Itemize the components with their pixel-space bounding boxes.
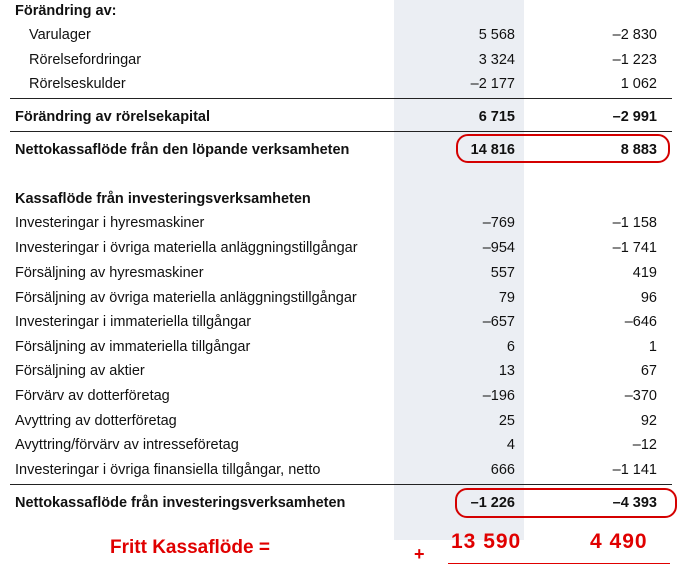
value-col1: 14 816	[470, 142, 515, 158]
table-row	[0, 24, 681, 48]
value-col1: –196	[482, 388, 515, 404]
row-label: Investeringar i övriga finansiella tillgångar, netto	[15, 462, 321, 478]
free-cashflow-value-1: 13 590	[451, 530, 522, 553]
value-col1: –657	[482, 314, 515, 330]
table-row	[0, 311, 681, 335]
highlight-oval	[455, 488, 677, 518]
value-col2: 96	[640, 290, 657, 306]
value-col2: –4 393	[612, 495, 657, 511]
row-label: Förvärv av dotterföretag	[15, 388, 170, 404]
divider	[10, 484, 672, 485]
row-label: Försäljning av immateriella tillgångar	[15, 339, 251, 355]
row-label: Försäljning av aktier	[15, 363, 145, 379]
value-col2: –646	[624, 314, 657, 330]
value-col2: –1 741	[612, 240, 657, 256]
table-row	[0, 237, 681, 261]
value-col1: –769	[482, 215, 515, 231]
divider	[10, 131, 672, 132]
value-col2: –12	[632, 437, 657, 453]
value-col2: 419	[632, 265, 657, 281]
row-label: Försäljning av hyresmaskiner	[15, 265, 204, 281]
table-row	[0, 212, 681, 236]
row-label: Nettokassaflöde från den löpande verksamheten	[15, 142, 350, 158]
free-cashflow-value-2: 4 490	[590, 530, 648, 553]
row-label: Avyttring av dotterföretag	[15, 413, 177, 429]
row-label: Investeringar i övriga materiella anläggningstillgångar	[15, 240, 358, 256]
value-col2: 67	[640, 363, 657, 379]
value-col2: –370	[624, 388, 657, 404]
table-row	[0, 360, 681, 384]
row-label: Avyttring/förvärv av intresseföretag	[15, 437, 239, 453]
row-label: Förändring av rörelsekapital	[15, 109, 211, 125]
value-col1: 6	[506, 339, 515, 355]
table-row	[0, 73, 681, 97]
table-row	[0, 434, 681, 458]
table-row	[0, 336, 681, 360]
value-col2: 1	[648, 339, 657, 355]
section1-heading: Förändring av:	[15, 3, 117, 19]
table-row	[0, 410, 681, 434]
value-col1: –1 226	[470, 495, 515, 511]
total-row	[0, 106, 681, 130]
divider	[10, 98, 672, 99]
section1-heading-row	[0, 0, 681, 24]
row-label: Nettokassaflöde från investeringsverksamheten	[15, 495, 346, 511]
value-col1: 6 715	[478, 109, 515, 125]
value-col2: –2 991	[612, 109, 657, 125]
row-label: Varulager	[29, 27, 91, 43]
value-col2: –1 158	[612, 215, 657, 231]
highlight-oval	[456, 134, 670, 163]
table-row	[0, 459, 681, 483]
value-col1: 666	[490, 462, 515, 478]
value-col2: –2 830	[612, 27, 657, 43]
table-row	[0, 287, 681, 311]
value-col2: 92	[640, 413, 657, 429]
table-row	[0, 385, 681, 409]
value-col1: –2 177	[470, 76, 515, 92]
value-col1: 3 324	[478, 52, 515, 68]
row-label: Försäljning av övriga materiella anläggningstillgångar	[15, 290, 357, 306]
row-label: Investeringar i immateriella tillgångar	[15, 314, 252, 330]
value-col2: –1 141	[612, 462, 657, 478]
value-col1: 13	[498, 363, 515, 379]
value-col1: 79	[498, 290, 515, 306]
value-col1: –954	[482, 240, 515, 256]
row-label: Rörelseskulder	[29, 76, 126, 92]
sum-underline	[448, 563, 670, 564]
row-label: Rörelsefordringar	[29, 52, 142, 68]
value-col1: 5 568	[478, 27, 515, 43]
value-col1: 4	[506, 437, 515, 453]
value-col2: –1 223	[612, 52, 657, 68]
value-col1: 25	[498, 413, 515, 429]
value-col1: 557	[490, 265, 515, 281]
value-col2: 1 062	[620, 76, 657, 92]
section2-heading-row	[0, 188, 681, 212]
section2-heading: Kassaflöde från investeringsverksamheten	[15, 191, 311, 207]
table-row	[0, 49, 681, 73]
row-label: Investeringar i hyresmaskiner	[15, 215, 205, 231]
free-cashflow-label: Fritt Kassaflöde =	[110, 537, 270, 558]
value-col2: 8 883	[620, 142, 657, 158]
table-row	[0, 262, 681, 286]
plus-sign: +	[414, 544, 425, 564]
